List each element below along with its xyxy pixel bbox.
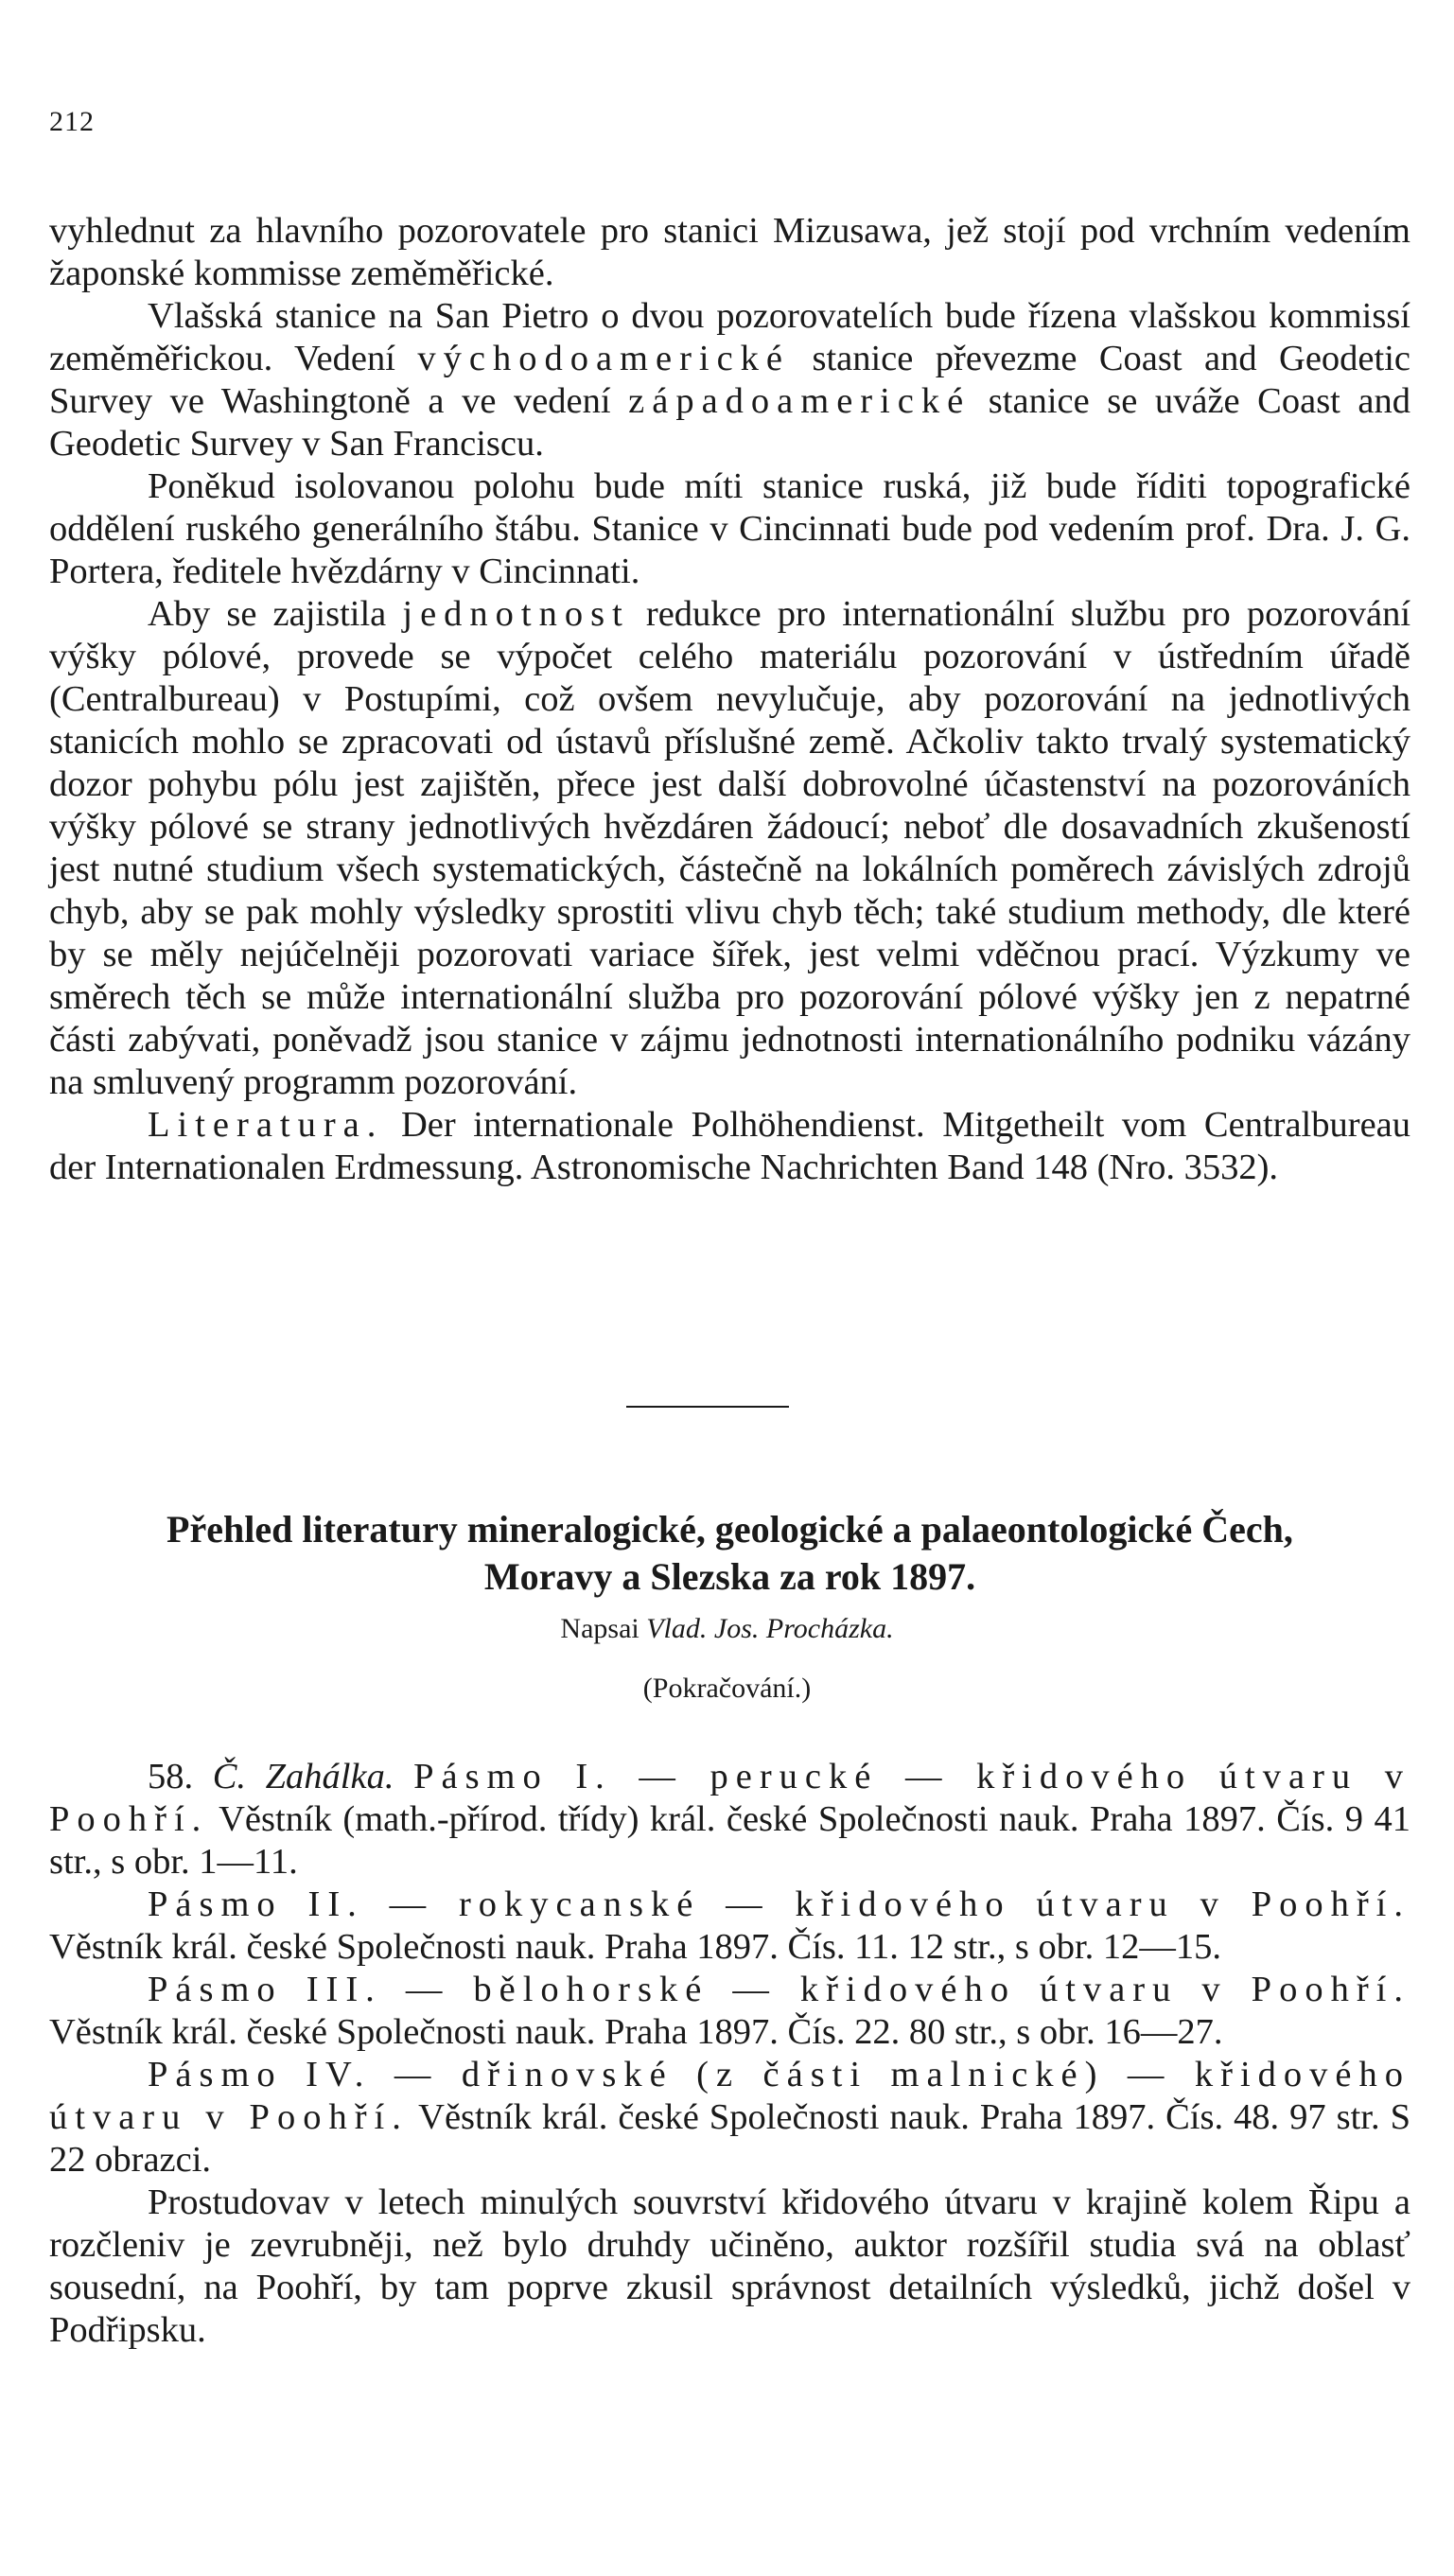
- page-number: 212: [49, 106, 95, 137]
- entry-publication: Věstník král. české Společnosti nauk. Praha 1897. Čís. 48. 97 str. S 22 obrazci.: [49, 2097, 1410, 2180]
- paragraph-reduction: [49, 593, 1410, 1104]
- text-literature-ref: Der internationale Polhöhendienst. Mitgetheilt vom Centralbureau der Internationalen Erdmessung. Astronomische Nachrichten Band 148 (Nro. 3532).: [49, 1105, 1410, 1187]
- text-reduction-body: redukce pro internationální službu pro pozorování výšky pólové, provede se výpočet celého materiálu pozorování v ústředním úřadě (Centralbureau) v Postupími, což ovšem nevylučuje, aby pozorování na jednotlivých stanicích mohlo se zpracovati od ústavů příslušné země. Ačkoliv takto trvalý systematický dozor pohybu pólu jest zajištěn, přece jest další dobrovolné účastenství na pozorováních výšky pólové se strany jednotlivých hvězdáren žádoucí; neboť dle dosavadních zkušeností jest nutné studium všech systematických, částečně na lokálních poměrech závislých zdrojů chyb, aby se pak mohly výsledky sprostiti vlivu chyb těch; také studium methody, dle které by se měly nejúčelněji pozorovati variace šířek, jest velmi vděčnou prací. Výzkumy ve směrech těch se může internationální služba pro pozorování pólové výšky jen z nepatrné části zabývati, poněvadž jsou stanice v zájmu jednotnosti internationálního podniku vázány na smluvený programm pozorování.: [49, 594, 1411, 1102]
- section-title: [49, 1506, 1410, 1601]
- paragraph-mizusawa: vyhlednut za hlavního pozorovatele pro stanici Mizusawa, jež stojí pod vrchním vedením žaponské kommisse zeměměřické.: [49, 211, 1410, 293]
- entry-title: Pásmo II. — rokycanské — křidového útvaru v Poohří.: [148, 1884, 1410, 1924]
- entry-title: Pásmo III. — bělohorské — křidového útvaru v Poohří.: [148, 1970, 1410, 2009]
- entry-summary: Prostudovav v letech minulých souvrství křidového útvaru v krajině kolem Řipu a rozčleniv je zevrubněji, než bylo druhdy učiněno, auktor rozšířil studia svá na oblasť sousední, na Poohří, by tam poprve zkusil správnost detailních výsledků, jichž došel v Podřipsku.: [49, 2182, 1410, 2350]
- entry-publication: Věstník král. české Společnosti nauk. Praha 1897. Čís. 11. 12 str., s obr. 12—15.: [49, 1927, 1222, 1967]
- section-title-line1: Přehled literatury mineralogické, geologické a palaeontologické Čech,: [166, 1508, 1293, 1551]
- emph-jednotnost: jednotnost: [402, 594, 630, 634]
- paragraph-russian-station: Poněkud isolovanou polohu bude míti stanice ruská, již bude říditi topografické oddělení ruského generálního štábu. Stanice v Cincinnati bude pod vedením prof. Dra. J. G. Portera, ředitele hvězdárny v Cincinnati.: [49, 466, 1410, 591]
- entry-pasmo-3: [49, 1969, 1410, 2054]
- paragraph-stations: [49, 295, 1410, 465]
- emph-zapadoamericke: západoamerické: [628, 381, 972, 421]
- author-line: [0, 1613, 1454, 1645]
- entry-publication: Věstník (math.-přírod. třídy) král. české Společnosti nauk. Praha 1897. Čís. 9 41 str., s obr. 1—11.: [49, 1799, 1410, 1882]
- emph-literatura: Literatura.: [148, 1105, 384, 1145]
- text-aby-se: Aby se zajistila: [148, 594, 387, 634]
- entry-pasmo-4: [49, 2054, 1410, 2182]
- section-title-line2: Moravy a Slezska za rok 1897.: [483, 1555, 976, 1598]
- entry-pasmo-2: [49, 1884, 1410, 1969]
- text-san-pietro: Vlašská stanice na San Pietro o dvou pozorovatelích bude řízena vlašskou kommissí zeměměřickou.: [49, 296, 1410, 378]
- continued-label: (Pokračování.): [642, 1673, 812, 1704]
- author-prefix: Napsai: [560, 1613, 639, 1644]
- entry-author: Č. Zahálka.: [212, 1757, 394, 1796]
- top-text-block: [49, 210, 1410, 1189]
- paragraph-literature: [49, 1104, 1410, 1189]
- entry-publication: Věstník král. české Společnosti nauk. Praha 1897. Čís. 22. 80 str., s obr. 16—27.: [49, 2012, 1223, 2052]
- entry-58: [49, 1756, 1410, 1884]
- emph-vychodoamericke: východoamerické: [417, 339, 791, 378]
- entries-block: [49, 1756, 1410, 2352]
- entry-number: 58.: [148, 1757, 194, 1796]
- entry-title: Pásmo IV. — dřinovské (z části malnické) — křidového útvaru v Poohří.: [49, 2055, 1410, 2137]
- section-divider: [626, 1406, 789, 1408]
- text-san-francisco: stanice se uváže Coast and Geodetic Survey v San Franciscu.: [49, 381, 1411, 464]
- entry-title: Pásmo I. — perucké — křidového útvaru v Poohří.: [49, 1757, 1410, 1839]
- text-vedeni: Vedení: [293, 339, 395, 378]
- text-washington: stanice převezme Coast and Geodetic Survey ve Washingtoně a ve vedení: [49, 339, 1411, 421]
- author-name: Vlad. Jos. Procházka.: [646, 1613, 894, 1644]
